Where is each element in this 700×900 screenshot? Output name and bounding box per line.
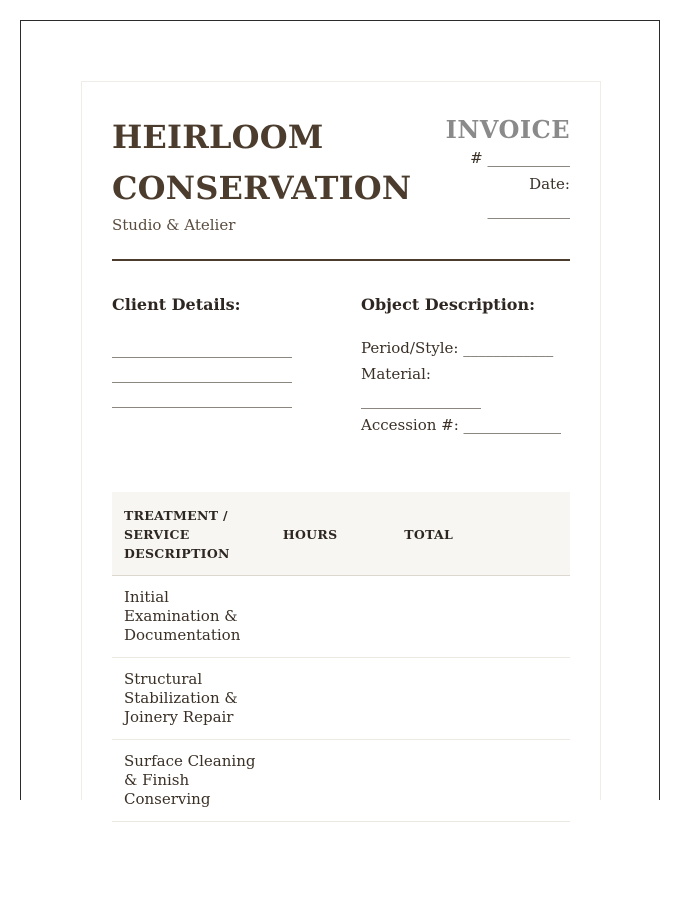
client-line: ________________________ <box>112 340 292 358</box>
invoice-number-field: # ___________ <box>470 149 570 167</box>
service-description: Surface Cleaning & Finish Conserving <box>112 740 271 822</box>
table-row <box>112 740 570 822</box>
services-table <box>112 492 570 822</box>
invoice-title: INVOICE <box>445 115 570 144</box>
studio-subtitle: Studio & Atelier <box>112 216 236 234</box>
material-field: ________________ <box>361 391 481 409</box>
table-row <box>112 658 570 740</box>
date-field: ___________ <box>487 201 570 219</box>
object-description-heading: Object Description: <box>361 295 535 314</box>
object-description-fields <box>361 336 561 439</box>
period-style-field: Period/Style: ____________ <box>361 339 554 357</box>
service-total <box>392 576 570 658</box>
service-description: Initial Examination & Documentation <box>112 576 271 658</box>
client-line: ________________________ <box>112 365 292 383</box>
table-header-row <box>112 492 570 576</box>
service-description: Structural Stabilization & Joinery Repair <box>112 658 271 740</box>
header-divider <box>112 259 570 261</box>
service-hours <box>271 576 392 658</box>
header-hours: HOURS <box>271 492 392 576</box>
client-details-fields <box>112 337 292 412</box>
date-label: Date: <box>529 175 570 193</box>
client-line: ________________________ <box>112 390 292 408</box>
service-hours <box>271 658 392 740</box>
header-total: TOTAL <box>392 492 570 576</box>
studio-name: HEIRLOOM CONSERVATION <box>112 118 412 207</box>
service-total <box>392 740 570 822</box>
service-hours <box>271 740 392 822</box>
material-label: Material: <box>361 364 431 383</box>
table-row <box>112 576 570 658</box>
accession-field: Accession #: _____________ <box>361 416 562 434</box>
service-total <box>392 658 570 740</box>
client-details-heading: Client Details: <box>112 295 241 314</box>
header-treatment: TREATMENT / SERVICE DESCRIPTION <box>112 492 271 576</box>
invoice-meta <box>446 115 570 223</box>
